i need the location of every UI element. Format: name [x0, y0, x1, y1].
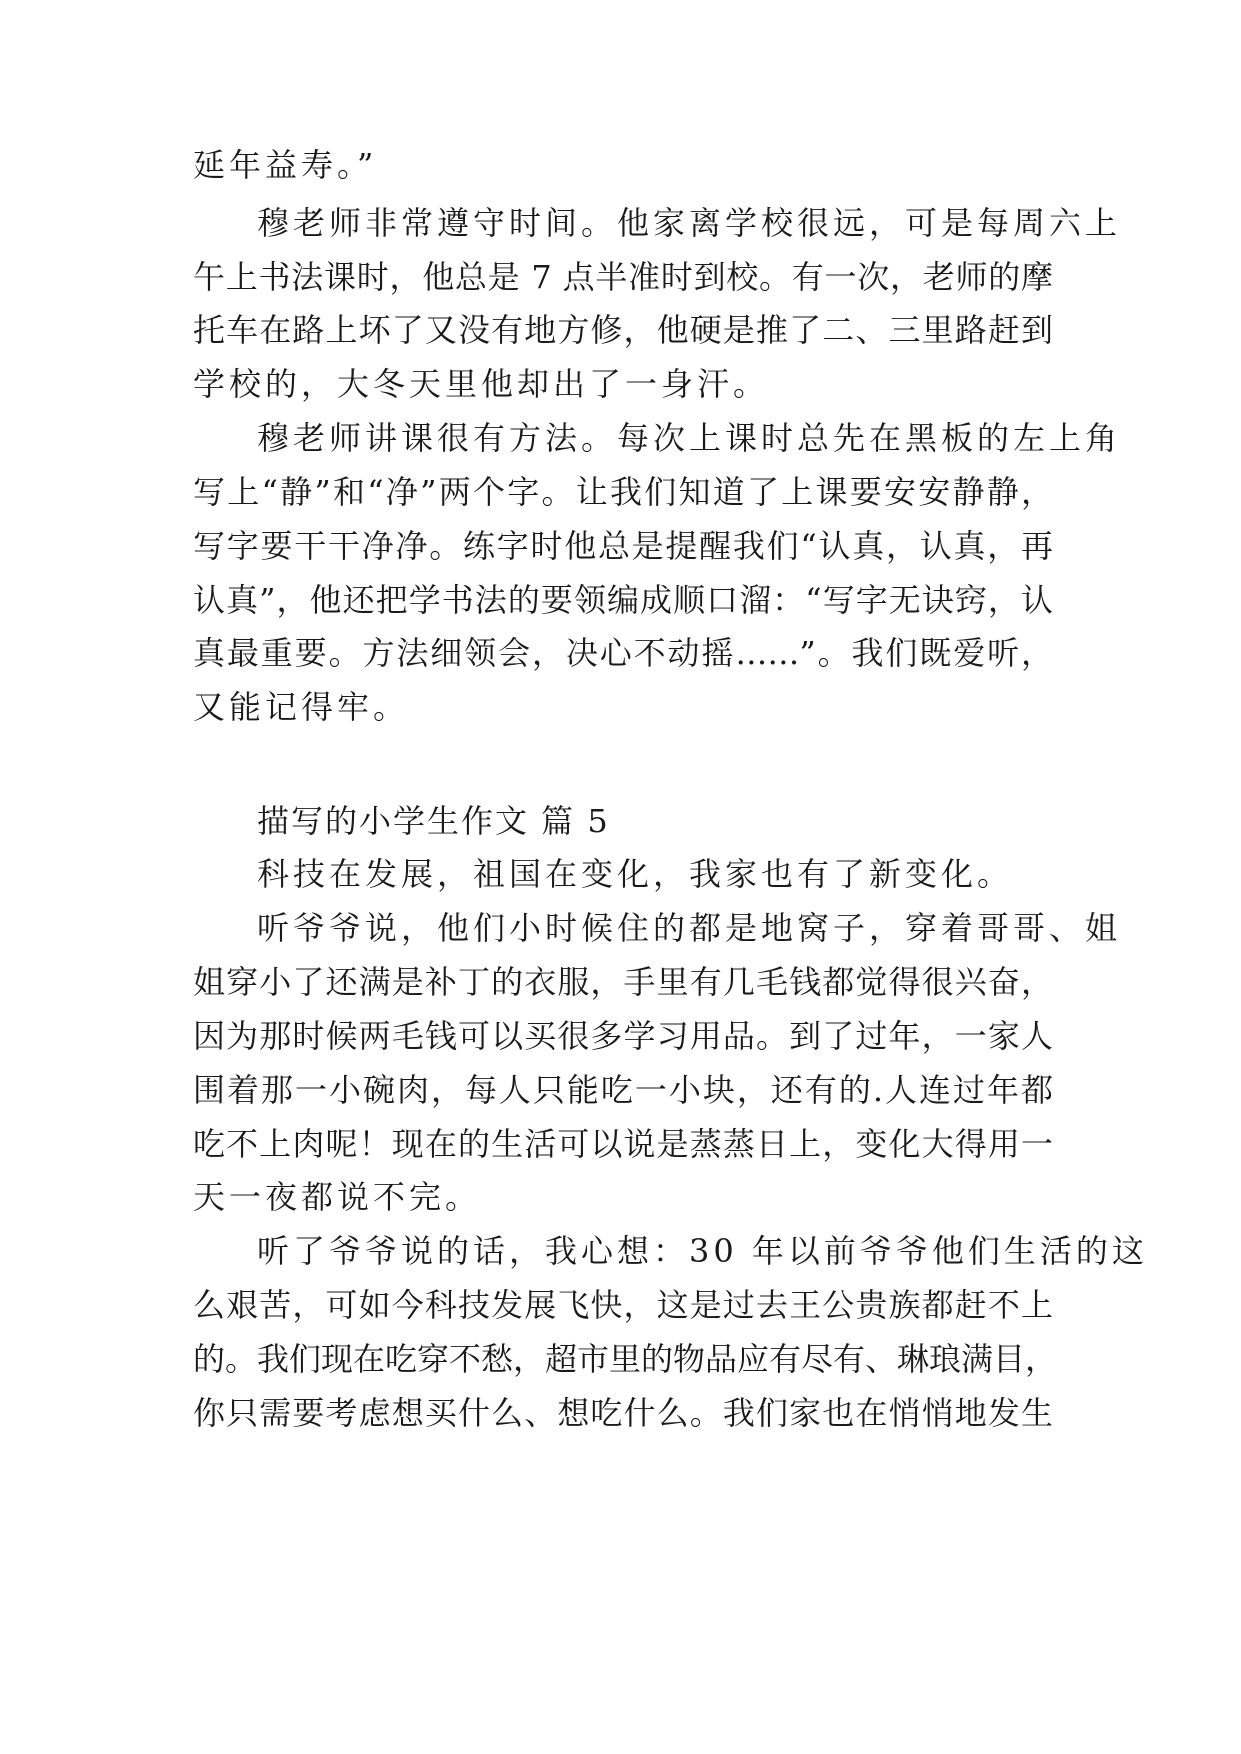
- text-line: 又能记得牢。: [193, 688, 410, 726]
- paragraph-first-line: 听了爷爷说的话，我心想：30 年以前爷爷他们生活的这: [257, 1232, 1148, 1270]
- text-line: 的。我们现在吃穿不愁，超市里的物品应有尽有、琳琅满目，: [193, 1340, 1058, 1378]
- paragraph-first-line: 穆老师非常遵守时间。他家离学校很远，可是每周六上: [257, 204, 1122, 242]
- text-line: 么艰苦，可如今科技发展飞快，这是过去王公贵族都赶不上: [193, 1286, 1053, 1324]
- text-line: 围着那一小碗肉，每人只能吃一小块，还有的.人连过年都: [193, 1071, 1053, 1109]
- text-line: 认真”，他还把学书法的要领编成顺口溜：“写字无诀窍，认: [193, 581, 1053, 619]
- text-line: 天一夜都说不完。: [193, 1178, 482, 1216]
- text-line: 真最重要。方法细领会，决心不动摇……”。我们既爱听，: [193, 634, 1053, 672]
- text-line: 写字要干干净净。练字时他总是提醒我们“认真，认真，再: [193, 527, 1053, 565]
- text-line: 延年益寿。”: [193, 146, 378, 184]
- paragraph-first-line: 科技在发展，祖国在变化，我家也有了新变化。: [257, 855, 1014, 893]
- paragraph-first-line: 穆老师讲课很有方法。每次上课时总先在黑板的左上角: [257, 419, 1122, 457]
- section-heading: 描写的小学生作文 篇 5: [257, 802, 610, 840]
- text-line: 学校的，大冬天里他却出了一身汗。: [193, 365, 770, 403]
- text-line: 托车在路上坏了又没有地方修，他硬是推了二、三里路赶到: [193, 311, 1053, 349]
- text-line: 午上书法课时，他总是 7 点半准时到校。有一次，老师的摩: [193, 258, 1053, 296]
- text-line: 你只需要考虑想买什么、想吃什么。我们家也在悄悄地发生: [193, 1394, 1053, 1432]
- text-line: 写上“静”和“净”两个字。让我们知道了上课要安安静静，: [193, 473, 1053, 511]
- text-line: 因为那时候两毛钱可以买很多学习用品。到了过年，一家人: [193, 1017, 1053, 1055]
- text-line: 姐穿小了还满是补丁的衣服，手里有几毛钱都觉得很兴奋，: [193, 963, 1053, 1001]
- text-line: 吃不上肉呢！现在的生活可以说是蒸蒸日上，变化大得用一: [193, 1125, 1053, 1163]
- paragraph-first-line: 听爷爷说，他们小时候住的都是地窝子，穿着哥哥、姐: [257, 909, 1122, 947]
